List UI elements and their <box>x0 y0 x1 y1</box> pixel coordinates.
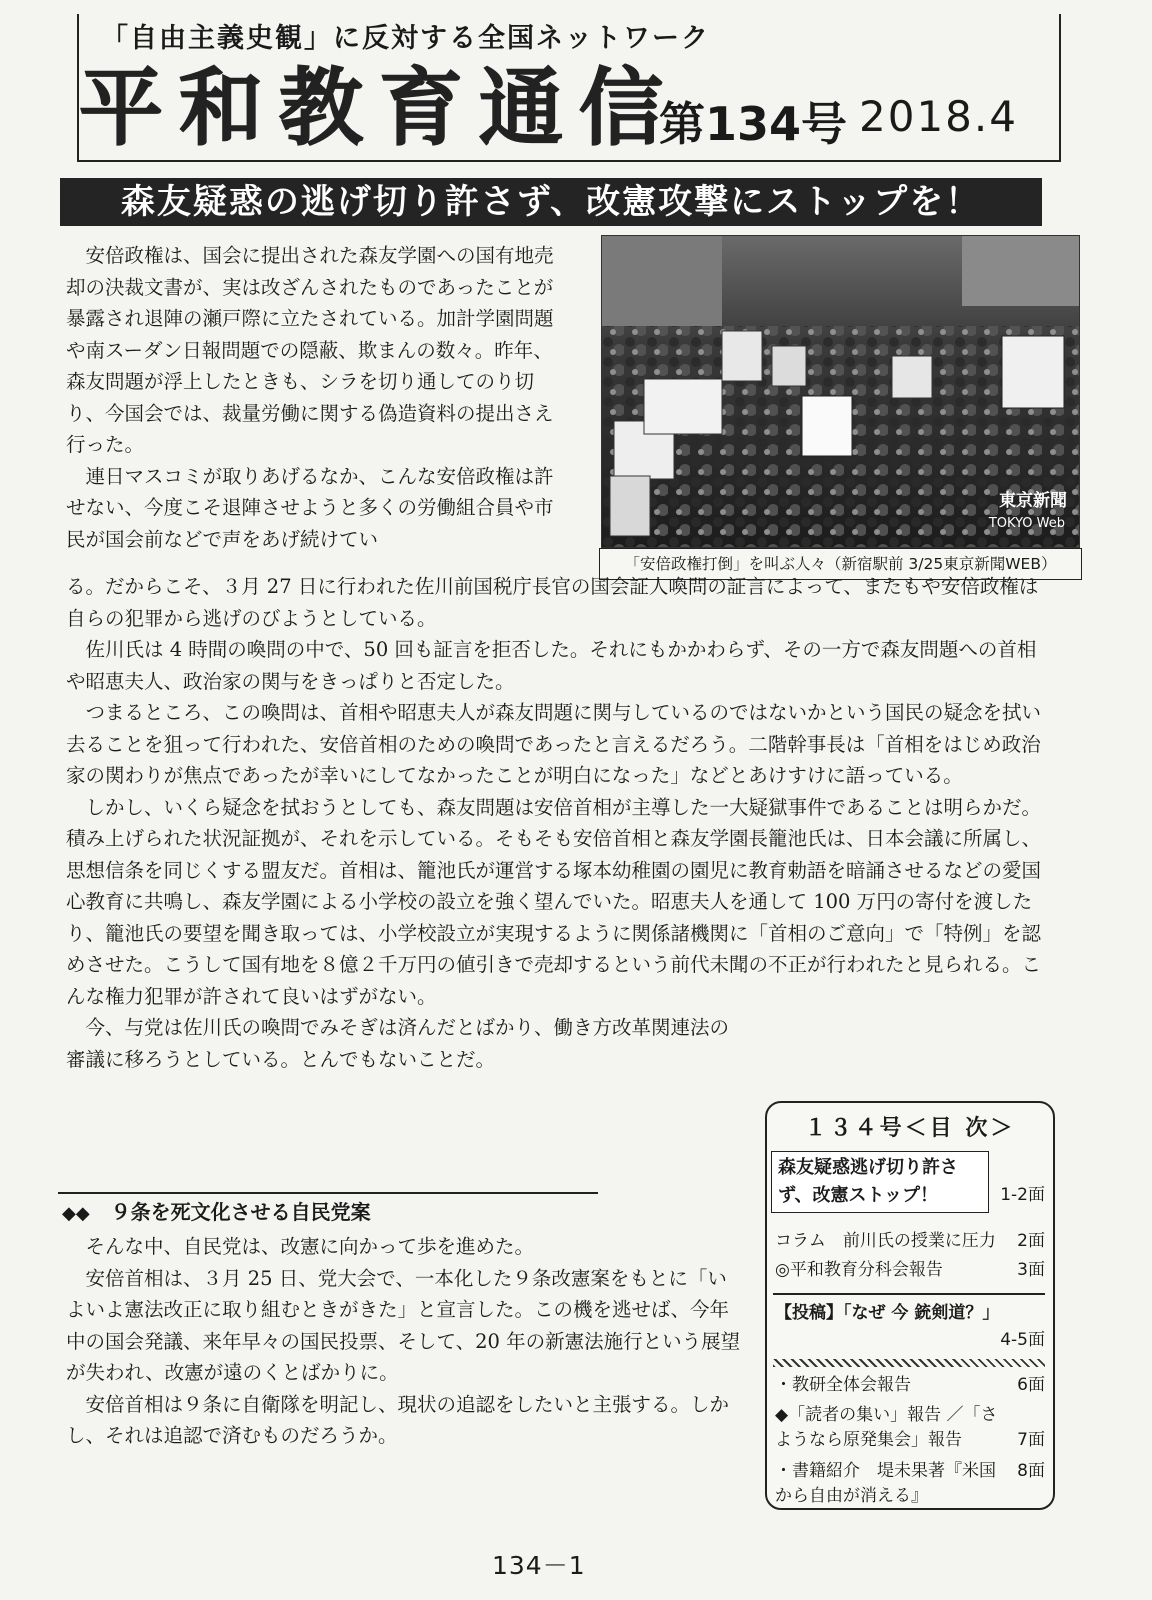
issue-date: 2018.4 <box>859 92 1018 141</box>
section-heading <box>62 1196 371 1225</box>
toc-item-1-label: 森友疑惑逃げ切り許さず、改憲ストップ！ <box>778 1157 958 1206</box>
masthead <box>77 14 1061 162</box>
photo-watermark: 東京新聞 <box>999 491 1067 511</box>
toc-item-7[interactable] <box>775 1459 1000 1507</box>
toc-item-1[interactable] <box>771 1151 989 1213</box>
closing-paragraph: 今、与党は佐川氏の喚問でみそぎは済んだとばかり、働き方改革関連法の審議に移ろうとしている。とんでもないことだ。 <box>66 1016 730 1071</box>
toc-item-2-label: コラム 前川氏の授業に圧力 <box>775 1231 996 1251</box>
toc-item-1-page: 1-2面 <box>1000 1185 1045 1205</box>
issue-number: 第134号 <box>659 97 848 151</box>
toc-item-4[interactable] <box>775 1301 1045 1353</box>
headline-banner: 森友疑惑の逃げ切り許さず、改憲攻撃にストップを！ <box>60 178 1042 226</box>
section2-paragraph-2: 安倍首相は、３月 25 日、党大会で、一本化した９条改憲案をもとに「いよいよ憲法改正に取り組むときがきた」と宣言した。この機を逃せば、今年中の国会発議、来年早々の国民投票、そして、20 年の新憲法施行という展望が失われ、改憲が遠のくとばかりに。 <box>66 1266 741 1384</box>
toc-item-3[interactable] <box>775 1258 1045 1283</box>
toc-title: １３４号＜目 次＞ <box>804 1116 1016 1141</box>
lead-paragraph-2: 連日マスコミが取りあげるなか、こんな安倍政権は許せない、今度こそ退陣させようと多くの労働組合員や市民が国会前などで声をあげ続けてい <box>66 464 554 551</box>
toc-item-5-page: 6面 <box>1017 1375 1045 1395</box>
main-paragraph-4: しかし、いくら疑念を拭おうとしても、森友問題は安倍首相が主導した一大疑獄事件であることは明らかだ。積み上げられた状況証拠が、それを示している。そもそも安倍首相と森友学園長籠池氏は、日本会議に所属し、思想信条を同じくする盟友だ。首相は、籠池氏が運営する塚本幼稚園の園児に教育勅語を暗誦させるなどの愛国心教育に共鳴し、森友学園による小学校の設立を強く望んでいた。昭恵夫人を通して 100 万円の寄付を渡したり、籠池氏の要望を聞き取っては、小学校設立が実現するように関係諸機関に「首相のご意向」で「特例」を認めさせた。こうして国有地を８億２千万円の値引きで売却するという前代未聞の不正が行われたと見られる。こんな権力犯罪が許されて良いはずがない。 <box>66 795 1042 1008</box>
lead-article <box>66 240 566 555</box>
toc-item-2-page: 2面 <box>1017 1231 1045 1251</box>
toc-item-3-label: ◎平和教育分科会報告 <box>775 1260 943 1280</box>
toc-item-5-label: ・教研全体会報告 <box>775 1375 911 1395</box>
main-paragraph-3: つまるところ、この喚問は、首相や昭恵夫人が森友問題に関与しているのではないかという国民の疑念を拭い去ることを狙って行われた、安倍首相のための喚問であったと言えるだろう。二階幹事長は「首相をはじめ政治家の関わりが焦点であったが幸いにしてなかったことが明白になった」などとあけすけに語っている。 <box>66 701 1042 787</box>
section-heading-text: ９条を死文化させる自民党案 <box>110 1200 371 1224</box>
lead-paragraph-1: 安倍政権は、国会に提出された森友学園への国有地売却の決裁文書が、実は改ざんされたものであったことが暴露され退陣の瀬戸際に立たされている。加計学園問題や南スーダン日報問題での隠蔽、欺まんの数々。昨年、森友問題が浮上したときも、シラを切り通してのり切り、今国会では、裁量労働に関する偽造資料の提出さえ行った。 <box>66 244 554 456</box>
toc-item-6-page: 7面 <box>1017 1430 1045 1450</box>
main-paragraph-2: 佐川氏は 4 時間の喚問の中で、50 回も証言を拒否した。それにもかかわらず、その一方で森友問題への首相や昭恵夫人、政治家の関与をきっぱりと否定した。 <box>66 638 1037 693</box>
main-article <box>66 571 1054 1075</box>
section2-paragraph-1: そんな中、自民党は、改憲に向かって歩を進めた。 <box>85 1235 535 1258</box>
toc-item-4-label: 【投稿】「なぜ 今 銃剣道？」 <box>775 1303 1000 1323</box>
toc-item-7-page: 8面 <box>1017 1461 1045 1481</box>
table-of-contents <box>765 1101 1055 1510</box>
photo-caption: 「安倍政権打倒」を叫ぶ人々（新宿駅前 3/25東京新聞WEB） <box>599 548 1082 580</box>
section2-article <box>66 1231 746 1452</box>
page-number: 134－1 <box>492 1551 586 1580</box>
toc-divider <box>773 1293 1045 1295</box>
toc-item-7-label: ・書籍紹介 堤未果著『米国から自由が消える』 <box>775 1461 996 1506</box>
toc-item-5[interactable] <box>775 1373 1045 1398</box>
newsletter-title: 平和教育通信 <box>79 58 680 157</box>
toc-item-6-label: ◆「読者の集い」報告 ／「さようなら原発集会」報告 <box>775 1405 998 1450</box>
toc-hatch-divider <box>773 1359 1045 1367</box>
photo-watermark-sub: TOKYO Web <box>988 516 1065 531</box>
section-divider <box>58 1192 598 1194</box>
toc-item-2[interactable] <box>775 1229 1045 1254</box>
section2-paragraph-3: 安倍首相は９条に自衛隊を明記し、現状の追認をしたいと主張する。しかし、それは追認で済むものだろうか。 <box>66 1392 730 1447</box>
protest-photo <box>601 235 1080 548</box>
network-name: 「自由主義史観」に反対する全国ネットワーク <box>101 23 710 54</box>
toc-item-4-page: 4-5面 <box>1000 1330 1045 1350</box>
toc-item-3-page: 3面 <box>1017 1260 1045 1280</box>
toc-item-6[interactable] <box>775 1403 1000 1455</box>
main-paragraph-1: る。だからこそ、３月 27 日に行われた佐川前国税庁長官の国会証人喚問の証言によって、またもや安倍政権は自らの犯罪から逃げのびようとしている。 <box>66 575 1039 630</box>
diamond-bullet-icon: ◆◆ <box>62 1203 90 1224</box>
